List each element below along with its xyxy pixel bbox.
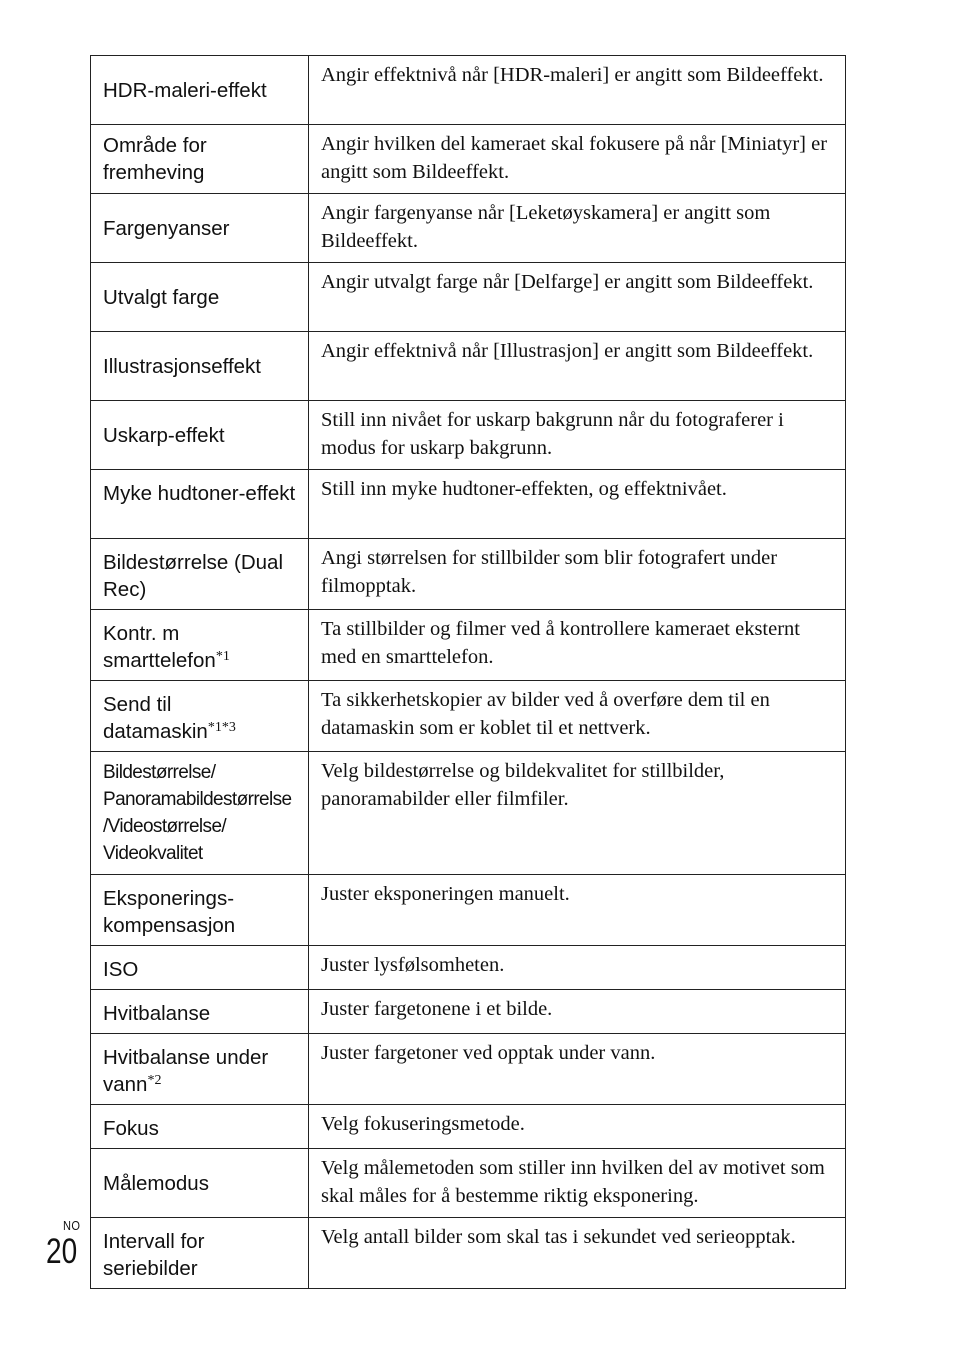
- table-row: [91, 539, 846, 610]
- setting-name: Fokus: [91, 1105, 309, 1149]
- table-row: [91, 1218, 846, 1289]
- setting-name: Bildestørrelse/ Panoramabildestørrelse /Videostørrelse/ Videokvalitet: [91, 752, 309, 875]
- setting-description: Velg bildestørrelse og bildekvalitet for stillbilder, panoramabilder eller filmfiler.: [309, 752, 846, 875]
- setting-name: Bildestørrelse (Dual Rec): [91, 539, 309, 610]
- table-row: [91, 875, 846, 946]
- table-row: [91, 681, 846, 752]
- setting-name: Utvalgt farge: [91, 263, 309, 332]
- page-number: 20: [46, 1232, 78, 1271]
- setting-name: HDR-maleri-effekt: [91, 56, 309, 125]
- table-row: [91, 56, 846, 125]
- table-row: [91, 1105, 846, 1149]
- setting-name: Intervall for seriebilder: [91, 1218, 309, 1289]
- table-row: [91, 263, 846, 332]
- setting-name: Område for fremheving: [91, 125, 309, 194]
- setting-description: Velg fokuseringsmetode.: [309, 1105, 846, 1149]
- setting-name: Kontr. m smarttelefon$^{*1}$: [91, 610, 309, 681]
- setting-description: Angir effektnivå når [HDR-maleri] er angitt som Bildeeffekt.: [309, 56, 846, 125]
- table-row: [91, 990, 846, 1034]
- setting-description: Angi størrelsen for stillbilder som blir fotografert under filmopptak.: [309, 539, 846, 610]
- table-row: [91, 610, 846, 681]
- setting-description: Juster fargetoner ved opptak under vann.: [309, 1034, 846, 1105]
- setting-description: Angir effektnivå når [Illustrasjon] er angitt som Bildeeffekt.: [309, 332, 846, 401]
- setting-name: Hvitbalanse under vann$^{*2}$: [91, 1034, 309, 1105]
- setting-description: Velg målemetoden som stiller inn hvilken del av motivet som skal måles for å bestemme riktig eksponering.: [309, 1149, 846, 1218]
- setting-description: Still inn nivået for uskarp bakgrunn når du fotograferer i modus for uskarp bakgrunn.: [309, 401, 846, 470]
- footnote-marker: *1*3: [207, 720, 236, 735]
- footnote-marker: *1: [215, 649, 230, 664]
- setting-description: Angir utvalgt farge når [Delfarge] er angitt som Bildeeffekt.: [309, 263, 846, 332]
- setting-description: Ta stillbilder og filmer ved å kontrollere kameraet eksternt med en smarttelefon.: [309, 610, 846, 681]
- setting-description: Still inn myke hudtoner-effekten, og effektnivået.: [309, 470, 846, 539]
- table-row: [91, 1034, 846, 1105]
- footnote-marker: *2: [147, 1073, 162, 1088]
- setting-description: Angir fargenyanse når [Leketøyskamera] er angitt som Bildeeffekt.: [309, 194, 846, 263]
- table-row: [91, 470, 846, 539]
- setting-name: Illustrasjonseffekt: [91, 332, 309, 401]
- setting-name: Hvitbalanse: [91, 990, 309, 1034]
- page-language-code: NO: [63, 1218, 81, 1233]
- settings-table: [90, 55, 846, 1289]
- setting-description: Velg antall bilder som skal tas i sekundet ved serieopptak.: [309, 1218, 846, 1289]
- setting-name: Målemodus: [91, 1149, 309, 1218]
- setting-name: Fargenyanser: [91, 194, 309, 263]
- table-row: [91, 946, 846, 990]
- setting-description: Angir hvilken del kameraet skal fokusere på når [Miniatyr] er angitt som Bildeeffekt.: [309, 125, 846, 194]
- table-row: [91, 125, 846, 194]
- setting-name: Uskarp-effekt: [91, 401, 309, 470]
- table-row: [91, 752, 846, 875]
- setting-description: Juster fargetonene i et bilde.: [309, 990, 846, 1034]
- setting-description: Ta sikkerhetskopier av bilder ved å overføre dem til en datamaskin som er koblet til et nettverk.: [309, 681, 846, 752]
- setting-name: Send til datamaskin$^{*1*3}$: [91, 681, 309, 752]
- table-row: [91, 332, 846, 401]
- setting-name: Myke hudtoner-effekt: [91, 470, 309, 539]
- setting-name: Eksponerings-kompensasjon: [91, 875, 309, 946]
- table-row: [91, 194, 846, 263]
- setting-description: Juster eksponeringen manuelt.: [309, 875, 846, 946]
- setting-name: ISO: [91, 946, 309, 990]
- table-row: [91, 1149, 846, 1218]
- table-row: [91, 401, 846, 470]
- setting-description: Juster lysfølsomheten.: [309, 946, 846, 990]
